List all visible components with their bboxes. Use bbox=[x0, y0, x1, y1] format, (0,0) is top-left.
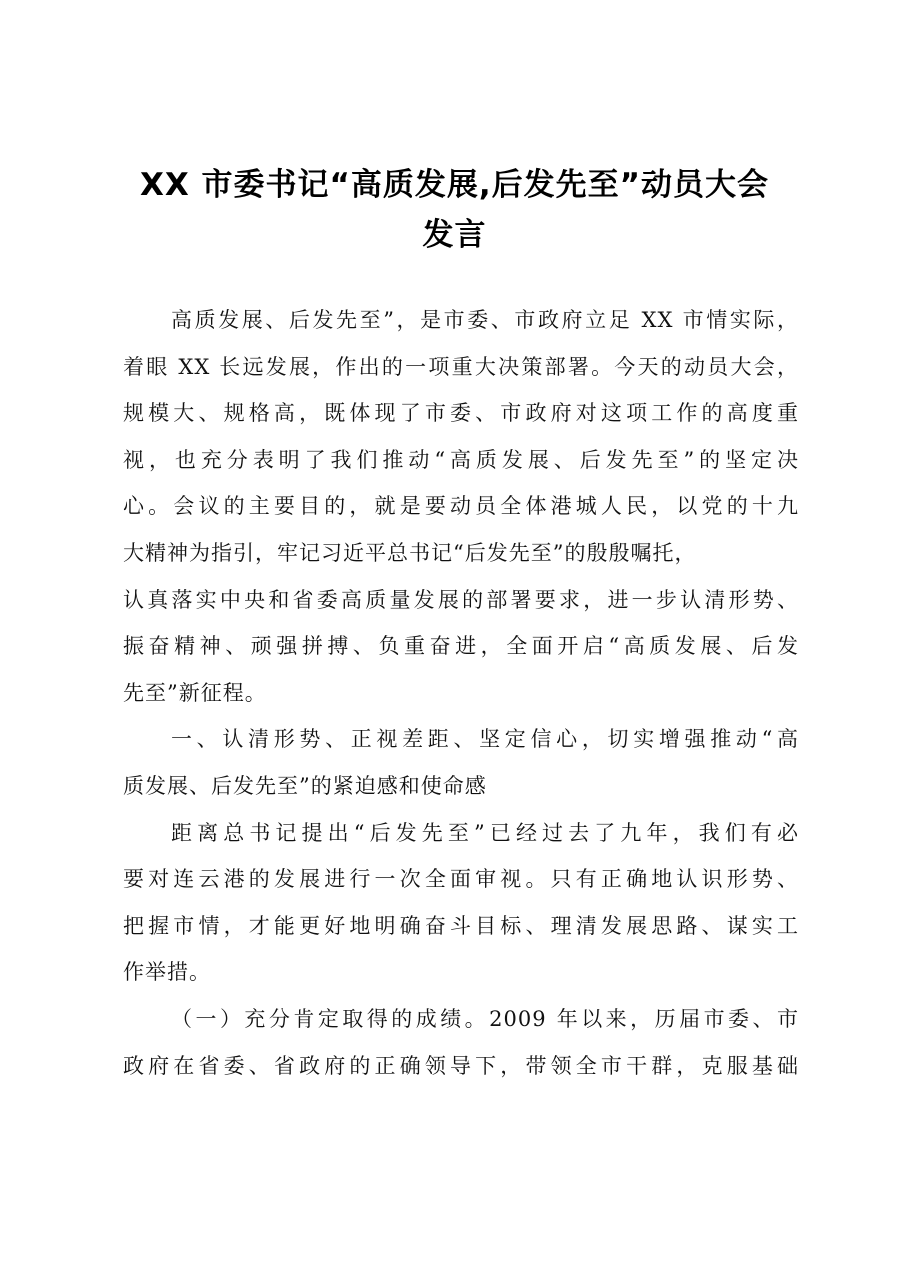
text-line: 作举措。 bbox=[123, 960, 211, 985]
text-line: 心。会议的主要目的，就是要动员全体港城人民，以党的十九 bbox=[123, 494, 799, 519]
text-line: （一）充分肯定取得的成绩。2009 年以来，历届市委、市 bbox=[171, 1006, 799, 1031]
title-line: 发言 bbox=[422, 217, 487, 253]
text-line: 质发展、后发先至”的紧迫感和使命感 bbox=[123, 773, 487, 798]
paragraph-intro bbox=[123, 297, 799, 716]
section-heading-1 bbox=[123, 716, 799, 809]
title-line: XX 市委书记“高质发展,后发先至”动员大会 bbox=[139, 167, 770, 203]
text-line: 着眼 XX 长远发展，作出的一项重大决策部署。今天的动员大会， bbox=[123, 354, 799, 379]
text-line: 视，也充分表明了我们推动“高质发展、后发先至”的坚定决 bbox=[123, 447, 799, 472]
text-line: 把握市情，才能更好地明确奋斗目标、理清发展思路、谋实工 bbox=[123, 913, 799, 938]
text-line: 一、认清形势、正视差距、坚定信心，切实增强推动“高 bbox=[171, 727, 799, 752]
document-title bbox=[110, 160, 799, 260]
text-line: 先至”新征程。 bbox=[123, 680, 267, 705]
text-line: 规模大、规格高，既体现了市委、市政府对这项工作的高度重 bbox=[123, 401, 799, 426]
text-line: 大精神为指引，牢记习近平总书记“后发先至”的殷殷嘱托， bbox=[123, 540, 697, 565]
paragraph-review bbox=[123, 810, 799, 996]
text-line: 高质发展、后发先至”，是市委、市政府立足 XX 市情实际， bbox=[171, 308, 799, 332]
document-body bbox=[123, 297, 799, 1089]
text-line: 政府在省委、省政府的正确领导下，带领全市干群，克服基础 bbox=[123, 1053, 799, 1078]
text-line: 振奋精神、顽强拼搏、负重奋进，全面开启“高质发展、后发 bbox=[123, 634, 799, 659]
text-line: 要对连云港的发展进行一次全面审视。只有正确地认识形势、 bbox=[123, 867, 799, 892]
paragraph-achievements bbox=[123, 996, 799, 1089]
text-line: 认真落实中央和省委高质量发展的部署要求，进一步认清形势、 bbox=[123, 587, 799, 612]
text-line: 距离总书记提出“后发先至”已经过去了九年，我们有必 bbox=[171, 820, 799, 845]
